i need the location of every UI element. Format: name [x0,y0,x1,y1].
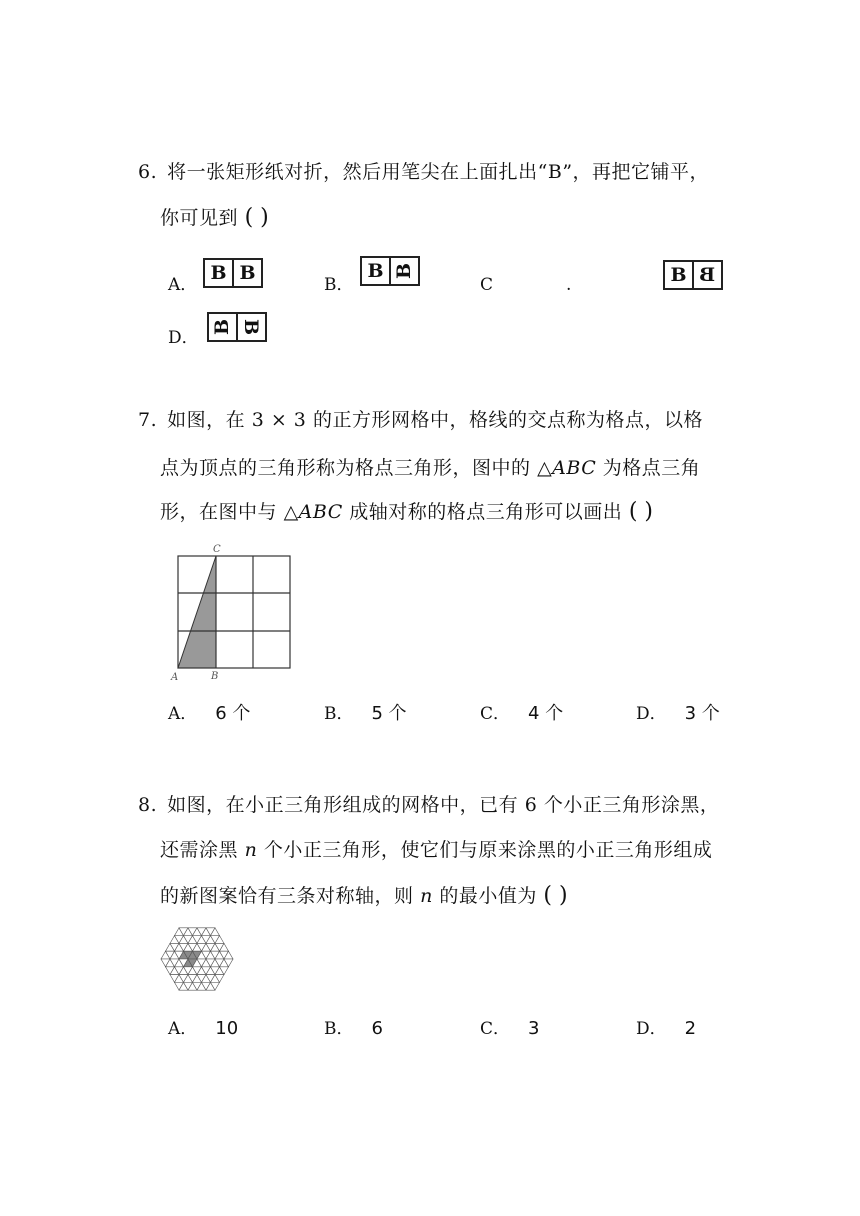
q7-stem-1-math: 3 × 3 [251,409,307,431]
q6-c-letter-right: B [692,262,721,288]
q6-stem-2: 你可见到 [160,207,239,229]
q6-number: 6. [138,161,158,183]
q6-line-2 [160,206,269,230]
q7-answer-paren: ( ) [628,499,654,524]
q8-answer-paren: ( ) [543,883,568,908]
q7-stem-1b: 的正方形网格中，格线的交点称为格点，以格 [312,409,703,431]
q8-stem-2b: 个小正三角形，使它们与原来涂黑的小正三角形组成 [263,839,713,861]
label-a: A [171,672,179,683]
q7-stem-3-math: △ABC [283,501,343,523]
q7-line-3 [160,500,653,524]
q8-stem-1b: 个小正三角形涂黑， [543,794,720,816]
q6-option-c-figure [663,260,723,290]
q6-option-c-dot: . [566,275,572,295]
label-c: C [213,544,221,555]
q7-option-d: D． 3 个 [636,703,720,724]
q6-option-a-figure [203,258,263,288]
triangle-abc [178,556,216,668]
q8-option-b: B． 6 [324,1018,383,1039]
q6-option-d-figure [207,312,267,342]
q7-grid-figure [168,540,298,685]
q8-stem-1a: 如图，在小正三角形组成的网格中，已有 [167,794,519,816]
q6-option-c-label: C [480,275,494,295]
q6-d-letter-left: B [211,318,234,336]
q6-a-letter-right: B [232,260,261,286]
q7-stem-3b: 成轴对称的格点三角形可以画出 [349,501,623,523]
q8-option-d: D． 2 [636,1018,697,1039]
q7-option-b: B． 5 个 [324,703,407,724]
q6-option-b-label: B． [324,275,354,295]
q8-line-3 [160,884,568,908]
q7-option-a: A． 6 个 [168,703,251,724]
q7-stem-2a: 点为顶点的三角形称为格点三角形，图中的 [160,457,531,479]
q8-stem-3-math: n [420,885,433,907]
q6-c-letter-left: B [670,264,687,286]
q6-option-b-figure [360,256,420,286]
q7-option-c: C． 4 个 [480,703,564,724]
q7-stem-3a: 形，在图中与 [160,501,278,523]
q8-triangle-grid-figure [157,923,237,995]
q8-option-a: A． 10 [168,1018,239,1039]
q8-line-2 [160,838,712,862]
q6-b-letter-left: B [367,260,384,282]
q6-option-d-label: D． [168,328,199,348]
q7-stem-1a: 如图，在 [167,409,246,431]
q7-number: 7. [138,409,158,431]
q8-stem-2-math: n [244,839,258,861]
q6-option-a-label: A． [168,275,198,295]
q8-stem-2a: 还需涂黑 [160,839,239,861]
q6-b-letter-right: B [389,258,418,284]
q8-stem-3b: 的最小值为 [439,885,537,907]
label-b: B [211,671,219,682]
q7-stem-2-math: △ABC [537,457,597,479]
q6-answer-paren: ( ) [244,205,269,230]
q6-a-letter-left: B [210,262,227,284]
q8-line-1 [138,793,719,817]
q8-stem-3a: 的新图案恰有三条对称轴，则 [160,885,414,907]
q8-stem-1-math: 6 [524,794,538,816]
q8-number: 8. [138,794,158,816]
q6-line-1 [138,160,709,184]
q6-stem-1: 将一张矩形纸对折，然后用笔尖在上面扎出“B”，再把它铺平， [167,161,710,183]
q8-option-c: C． 3 [480,1018,540,1039]
q7-line-2 [160,456,700,480]
q7-line-1 [138,408,703,432]
q6-d-letter-right: B [236,314,265,340]
q7-stem-2b: 为格点三角 [602,457,701,479]
